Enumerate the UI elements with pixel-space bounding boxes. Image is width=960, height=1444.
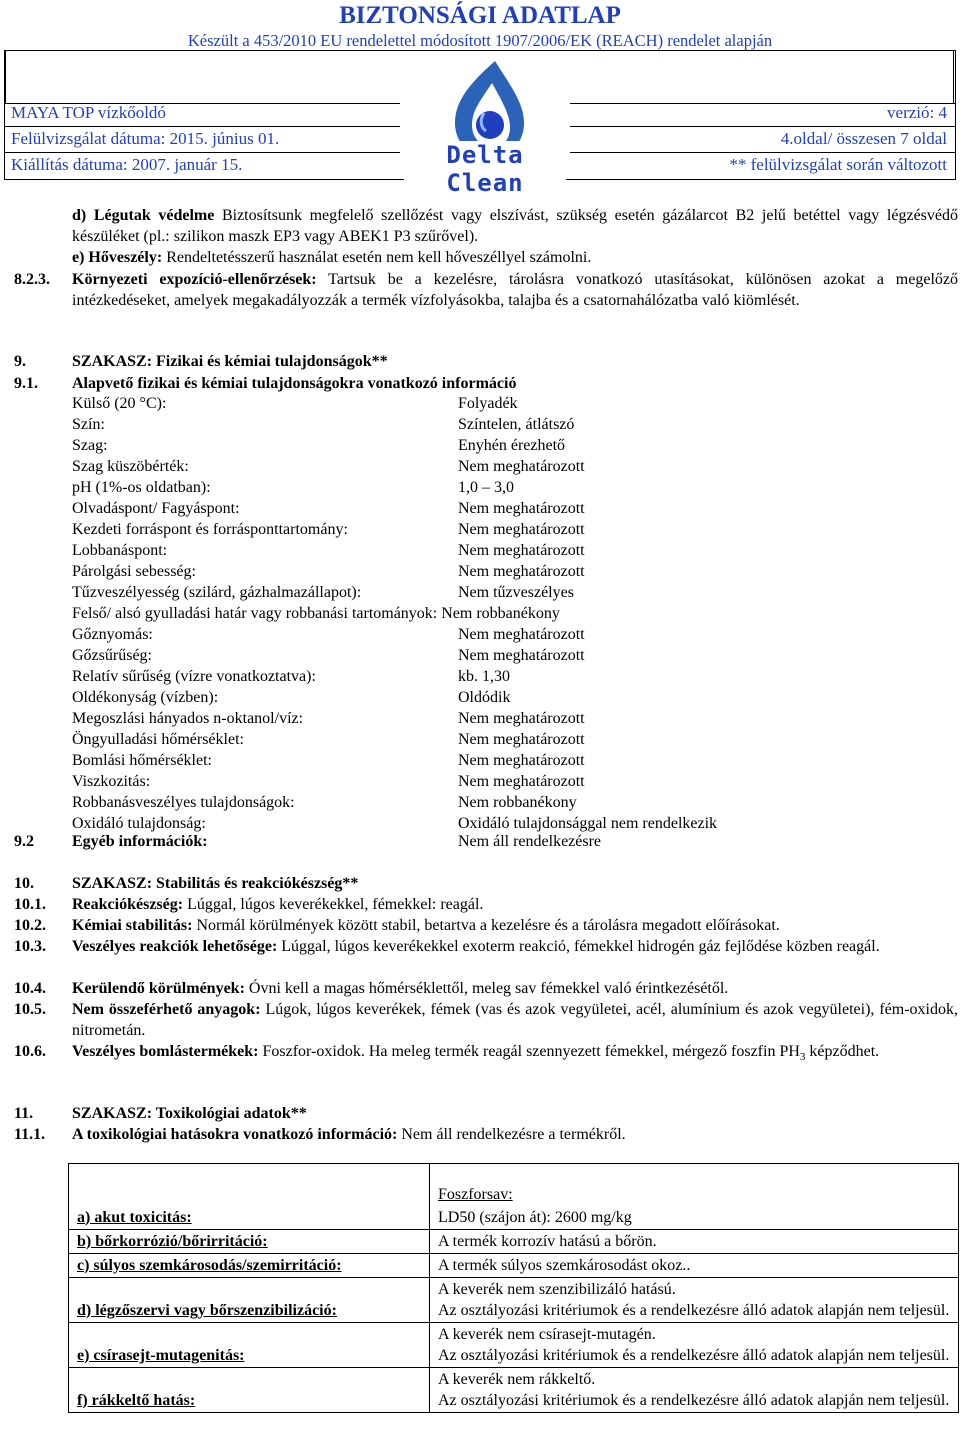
property-value: Nem meghatározott: [458, 710, 585, 727]
item-number: 10.3.: [14, 938, 46, 955]
property-label: Felső/ alsó gyulladási határ vagy robbanási tartományok: Nem robbanékony: [72, 605, 560, 622]
property-label: Szín:: [72, 416, 105, 433]
logo-text: Delta Clean: [404, 141, 566, 197]
section-9-title: SZAKASZ: Fizikai és kémiai tulajdonságok**: [72, 353, 388, 370]
product-name: MAYA TOP vízkőoldó: [11, 103, 166, 122]
property-label: Kezdeti forráspont és forrásponttartomány:: [72, 521, 348, 538]
other-info-value: Nem áll rendelkezésre: [458, 833, 602, 850]
property-label: Robbanásveszélyes tulajdonságok:: [72, 794, 295, 811]
property-label: Olvadáspont/ Fagyáspont:: [72, 500, 240, 517]
property-value: Enyhén érezhető: [458, 437, 566, 454]
reactivity: Reakciókészség: Lúggal, lúgos keverékekkel, fémekkel: reagál.: [72, 896, 484, 913]
chemical-stability: Kémiai stabilitás: Normál körülmények között stabil, betartva a kezelésre és a tárolásra megadott előírásokat.: [72, 917, 780, 934]
item-number: 10.6.: [14, 1043, 46, 1060]
property-label: Oldékonyság (vízben):: [72, 689, 219, 706]
table-cell-label: b) bőrkorrózió/bőrirritáció:: [77, 1232, 268, 1250]
table-row: [69, 1253, 959, 1277]
property-value: Nem meghatározott: [458, 626, 585, 643]
property-value: Nem meghatározott: [458, 647, 585, 664]
table-cell-value: A keverék nem szenzibilizáló hatású.: [438, 1280, 676, 1298]
property-value: Nem meghatározott: [458, 563, 585, 580]
item-number: 10.2.: [14, 917, 46, 934]
document-title: BIZTONSÁGI ADATLAP: [339, 2, 621, 29]
property-value: Színtelen, átlátszó: [458, 416, 575, 433]
subsection-number: 9.1.: [14, 375, 38, 392]
property-value: Folyadék: [458, 395, 518, 412]
properties-list: [0, 393, 960, 833]
table-row: [69, 1277, 959, 1322]
property-value: Nem meghatározott: [458, 542, 585, 559]
table-cell-value: Az osztályozási kritériumok és a rendelkezésre álló adatok alapján nem teljesül.: [438, 1301, 950, 1319]
property-value: Oxidáló tulajdonsággal nem rendelkezik: [458, 815, 718, 832]
property-value: Nem tűzveszélyes: [458, 584, 574, 601]
section-11-number: 11.: [14, 1105, 34, 1122]
table-cell-label: d) légzőszervi vagy bőrszenzibilizáció:: [77, 1301, 337, 1319]
property-label: Bomlási hőmérséklet:: [72, 752, 212, 769]
property-label: Gőznyomás:: [72, 626, 153, 643]
table-row: [69, 1229, 959, 1253]
property-value: Nem meghatározott: [458, 500, 585, 517]
version: verzió: 4: [887, 103, 947, 122]
property-value: Nem meghatározott: [458, 731, 585, 748]
delta-clean-logo: [400, 53, 570, 197]
conditions-to-avoid: Kerülendő körülmények: Óvni kell a magas hőmérséklettől, meleg sav fémekkel való érintkezésétől.: [72, 980, 729, 997]
property-label: Oxidáló tulajdonság:: [72, 815, 206, 832]
property-label: Szag küszöbérték:: [72, 458, 189, 475]
table-cell-label: e) csírasejt-mutagenitás:: [77, 1346, 245, 1364]
toxicology-table: [68, 1163, 959, 1413]
table-cell-value: A keverék nem rákkeltő.: [438, 1370, 596, 1388]
property-label: Szag:: [72, 437, 108, 454]
decomposition-products: Veszélyes bomlástermékek: Foszfor-oxidok. Ha meleg termék reagál szennyezett fémekkel, mérgező foszfin $PH_3$ képződhet.: [72, 1043, 880, 1064]
table-cell-value: Az osztályozási kritériumok és a rendelkezésre álló adatok alapján nem teljesül.: [438, 1391, 950, 1409]
table-header: Foszforsav:: [438, 1185, 513, 1203]
table-row: [69, 1164, 959, 1206]
table-cell-label: f) rákkeltő hatás:: [77, 1391, 196, 1409]
property-value: Nem meghatározott: [458, 773, 585, 790]
table-cell-label: a) akut toxicitás:: [77, 1208, 192, 1226]
table-cell-value: A termék korrozív hatású a bőrön.: [430, 1229, 959, 1253]
property-value: Nem meghatározott: [458, 752, 585, 769]
table-row: [69, 1367, 959, 1412]
property-value: Nem robbanékony: [458, 794, 577, 811]
item-number: 10.5.: [14, 1001, 46, 1018]
other-info-label: Egyéb információk:: [72, 833, 208, 850]
table-cell-value: LD50 (szájon át): 2600 mg/kg: [430, 1206, 959, 1230]
table-cell-label: c) súlyos szemkárosodás/szemirritáció:: [77, 1256, 342, 1274]
review-date: Felülvizsgálat dátuma: 2015. június 01.: [11, 129, 280, 148]
property-value: Nem meghatározott: [458, 521, 585, 538]
property-label: Megoszlási hányados n-oktanol/víz:: [72, 710, 304, 727]
table-row: [69, 1322, 959, 1367]
section-10-title: SZAKASZ: Stabilitás és reakciókészség**: [72, 875, 359, 892]
section-9-number: 9.: [14, 353, 26, 370]
property-label: Lobbanáspont:: [72, 542, 168, 559]
section-number: 8.2.3.: [14, 271, 50, 288]
subsection-number: 9.2: [14, 833, 34, 850]
table-cell-value: A keverék nem csírasejt-mutagén.: [438, 1325, 656, 1343]
changed-note: ** felülvizsgálat során változott: [729, 155, 947, 174]
header-box: [4, 50, 956, 197]
document-subtitle: Készült a 453/2010 EU rendelettel módosított 1907/2006/EK (REACH) rendelet alapján: [187, 31, 773, 50]
property-label: Párolgási sebesség:: [72, 563, 196, 580]
property-value: Nem meghatározott: [458, 458, 585, 475]
environmental-exposure: Környezeti expozíció-ellenőrzések: Tartsuk be a kezelésre, tárolásra vonatkozó utasításokat, különösen azokat a megelőző intézkedéseket, amelyek megakadályozzák a termék vízfolyásokba, talajba és a csatornahálózatba való kiömlését.: [72, 271, 958, 309]
subsection-title: Alapvető fizikai és kémiai tulajdonságokra vonatkozó információ: [72, 375, 517, 392]
heat-hazard: e) Hőveszély: Rendeltetésszerű használat esetén nem kell hőveszéllyel számolni.: [72, 249, 592, 266]
respiratory-protection: d) Légutak védelme Biztosítsunk megfelelő szellőzést vagy elszívást, szükség esetén gázálarcot B2 jelű betéttel vagy légzésvédő készüléket (pl.: szilikon maszk EP3 vagy ABEK1 P3 szűrővel).: [72, 207, 959, 245]
property-value: kb. 1,30: [458, 668, 510, 685]
subsection-number: 11.1.: [14, 1126, 46, 1143]
incompatible-materials: Nem összeférhető anyagok: Lúgok, lúgos keverékek, fémek (vas és azok vegyületei, acél, alumínium és azok vegyületei), fém-oxidok, nitrometán.: [72, 1001, 959, 1039]
property-value: 1,0 – 3,0: [458, 479, 514, 496]
table-cell-value: A termék súlyos szemkárosodást okoz..: [430, 1253, 959, 1277]
property-value: Oldódik: [458, 689, 511, 706]
property-label: pH (1%-os oldatban):: [72, 479, 211, 496]
page-number: 4.oldal/ összesen 7 oldal: [780, 129, 947, 148]
property-label: Viszkozitás:: [72, 773, 151, 790]
table-cell-value: Az osztályozási kritériumok és a rendelkezésre álló adatok alapján nem teljesül.: [438, 1346, 950, 1364]
section-11-title: SZAKASZ: Toxikológiai adatok**: [72, 1105, 307, 1122]
section-10-number: 10.: [14, 875, 34, 892]
property-label: Öngyulladási hőmérséklet:: [72, 731, 244, 748]
property-label: Külső (20 °C):: [72, 395, 167, 412]
property-label: Relatív sűrűség (vízre vonatkoztatva):: [72, 668, 316, 685]
property-label: Gőzsűrűség:: [72, 647, 152, 664]
item-number: 10.4.: [14, 980, 46, 997]
issue-date: Kiállítás dátuma: 2007. január 15.: [11, 155, 243, 174]
hazardous-reactions: Veszélyes reakciók lehetősége: Lúggal, lúgos keverékekkel exoterm reakció, fémekkel hidrogén gáz fejlődése közben reagál.: [72, 938, 880, 955]
item-number: 10.1.: [14, 896, 46, 913]
toxicology-info: A toxikológiai hatásokra vonatkozó információ: Nem áll rendelkezésre a termékről.: [72, 1126, 626, 1143]
property-label: Tűzveszélyesség (szilárd, gázhalmazállapot):: [72, 584, 362, 601]
